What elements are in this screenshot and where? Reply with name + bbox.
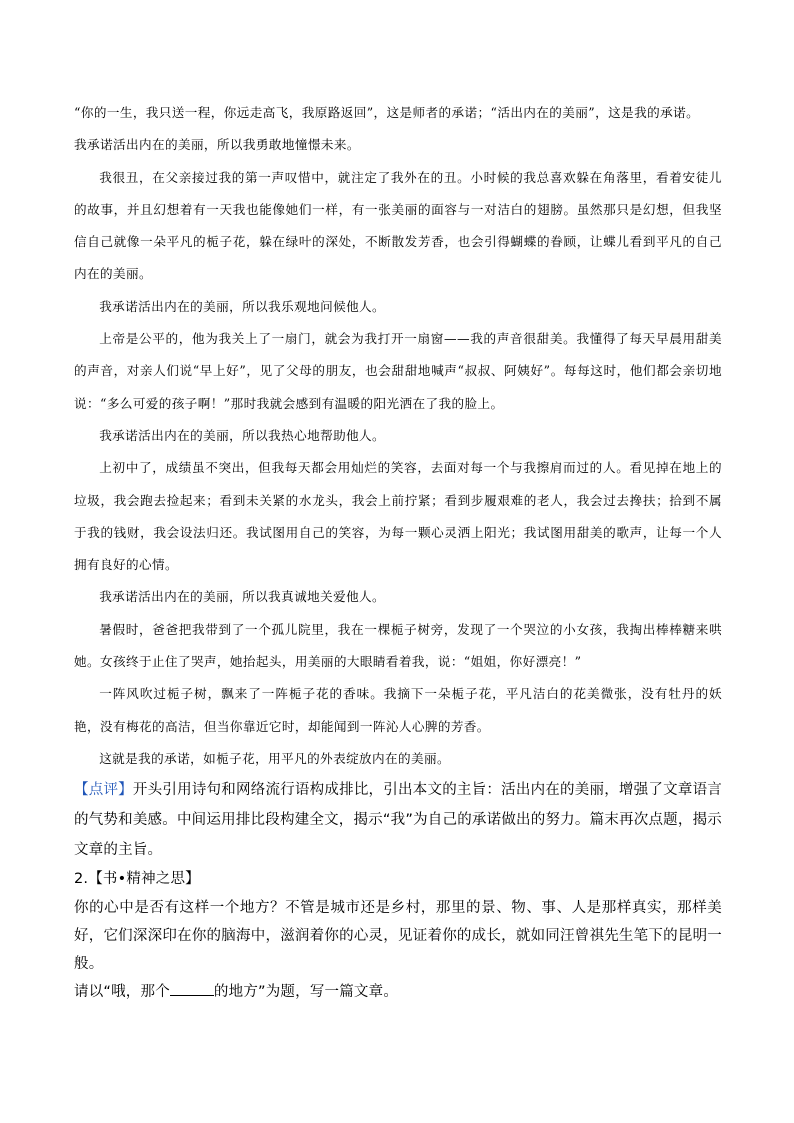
review-text: 开头引用诗句和网络流行语构成排比，引出本文的主旨：活出内在的美丽，增强了文章语言的气势和美感。中间运用排比段构建全文，揭示“我”为自己的承诺做出的努力。篇末再次点题，揭示文章的主旨。 bbox=[74, 782, 722, 859]
review-paragraph bbox=[74, 775, 722, 865]
essay-paragraph-7: 上初中了，成绩虽不突出，但我每天都会用灿烂的笑容，去面对每一个与我擦肩而过的人。看见掉在地上的垃圾，我会跑去捡起来；看到未关紧的水龙头，我会上前拧紧；看到步履艰难的老人，我会过去搀扶；拾到不属于我的钱财，我会设法归还。我试图用自己的笑容，为每一颗心灵洒上阳光；我试图用甜美的歌声，让每一个人拥有良好的心情。 bbox=[74, 460, 722, 573]
document-page bbox=[74, 97, 722, 1007]
essay-paragraph-10: 一阵风吹过栀子树，飘来了一阵栀子花的香味。我摘下一朵栀子花，平凡洁白的花美微张，没有牡丹的妖艳，没有梅花的高洁，但当你靠近它时，却能闻到一阵沁人心脾的芳香。 bbox=[74, 686, 722, 734]
essay-paragraph-11: 这就是我的承诺，如栀子花，用平凡的外表绽放内在的美丽。 bbox=[99, 750, 451, 766]
essay-paragraph-5: 上帝是公平的，他为我关上了一扇门，就会为我打开一扇窗——我的声音很甜美。我懂得了每天早晨用甜美的声音，对亲人们说“早上好”，见了父母的朋友，也会甜甜地喊声“叔叔、阿姨好”。每每这时，他们都会亲切地说：“多么可爱的孩子啊！”那时我就会感到有温暖的阳光洒在了我的脸上。 bbox=[74, 331, 722, 411]
question-prompt-before: 请以“哦，那个 bbox=[74, 984, 170, 1001]
essay-paragraph-9: 暑假时，爸爸把我带到了一个孤儿院里，我在一棵栀子树旁，发现了一个哭泣的小女孩，我掏出棒棒糖来哄她。女孩终于止住了哭声，她抬起头，用美丽的大眼睛看着我，说：“姐姐，你好漂亮！” bbox=[74, 621, 722, 670]
question-prompt-after: 的地方”为题，写一篇文章。 bbox=[213, 984, 399, 1001]
question-prompt bbox=[74, 978, 722, 1006]
title-blank bbox=[170, 981, 214, 996]
essay-paragraph-8: 我承诺活出内在的美丽，所以我真诚地关爱他人。 bbox=[99, 589, 386, 605]
review-tag: 【点评】 bbox=[74, 782, 133, 799]
question-body: 你的心中是否有这样一个地方？不管是城市还是乡村，那里的景、物、事、人是那样真实，那样美好，它们深深印在你的脑海中，滋润着你的心灵，见证着你的成长，就如同汪曾祺先生笔下的昆明一般。 bbox=[74, 899, 722, 973]
essay-paragraph-1: “你的一生，我只送一程，你远走高飞，我原路返回”，这是师者的承诺；“活出内在的美丽”，这是我的承诺。 bbox=[74, 105, 700, 120]
essay-paragraph-3: 我很丑，在父亲接过我的第一声叹惜中，就注定了我外在的丑。小时候的我总喜欢躲在角落里，看着安徒儿的故事，并且幻想着有一天我也能像她们一样，有一张美丽的面容与一对洁白的翅膀。虽然那只是幻想，但我坚信自己就像一朵平凡的栀子花，躲在绿叶的深处，不断散发芳香，也会引得蝴蝶的眷顾，让蝶儿看到平凡的自己内在的美丽。 bbox=[74, 169, 722, 282]
question-heading: 2.【书•精神之思】 bbox=[74, 871, 200, 888]
essay-paragraph-6: 我承诺活出内在的美丽，所以我热心地帮助他人。 bbox=[99, 427, 386, 443]
essay-paragraph-2: 我承诺活出内在的美丽，所以我勇敢地憧憬未来。 bbox=[74, 137, 360, 153]
essay bbox=[74, 97, 722, 775]
essay-paragraph-4: 我承诺活出内在的美丽，所以我乐观地问候他人。 bbox=[99, 298, 386, 314]
